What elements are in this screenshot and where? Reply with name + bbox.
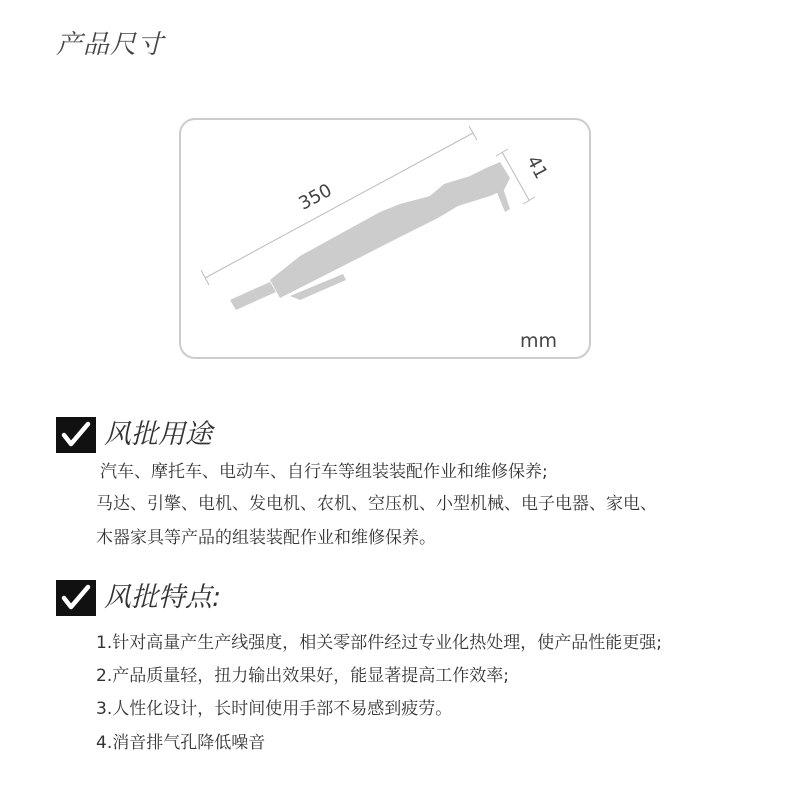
feature-line: 4.消音排气孔降低噪音 xyxy=(96,733,266,753)
height-dimension-tick-bottom xyxy=(523,197,535,204)
height-label: 41 xyxy=(522,152,552,183)
unit-label: mm xyxy=(520,330,558,352)
feature-line: 1.针对高量产生产线强度，相关零部件经过专业化热处理，使产品性能更强; xyxy=(96,633,662,653)
usage-line: 汽车、摩托车、电动车、自行车等组装装配作业和维修保养; xyxy=(100,462,548,482)
length-label: 350 xyxy=(295,179,336,215)
checkmark-icon xyxy=(56,417,96,453)
page-title: 产品尺寸 xyxy=(56,30,165,60)
usage-line: 马达、引擎、电机、发电机、农机、空压机、小型机械、电子电器、家电、 xyxy=(96,494,657,514)
features-heading: 风批特点: xyxy=(104,582,222,613)
usage-heading: 风批用途 xyxy=(104,419,212,450)
length-dimension-tick-left xyxy=(201,270,209,285)
feature-line: 3.人性化设计，长时间使用手部不易感到疲劳。 xyxy=(96,699,453,719)
usage-line: 木器家具等产品的组装装配作业和维修保养。 xyxy=(96,528,436,548)
feature-line: 2.产品质量轻，扭力输出效果好，能显著提高工作效率; xyxy=(96,666,509,686)
length-dimension-tick-right xyxy=(469,126,477,140)
air-screwdriver-illustration xyxy=(230,162,510,310)
height-dimension-tick-top xyxy=(496,149,508,156)
checkmark-icon xyxy=(56,580,96,616)
